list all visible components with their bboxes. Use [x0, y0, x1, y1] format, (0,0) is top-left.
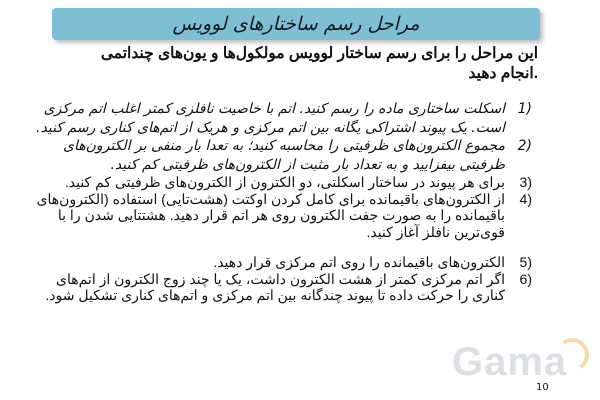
page-number: 10 [536, 382, 549, 393]
list-item [20, 174, 560, 191]
item-number: 6) [519, 270, 532, 287]
list-item [20, 254, 560, 271]
list-item [20, 271, 560, 304]
item-text: اگر اتم مرکزی کمتر از هشت الکترون داشت، یک یا چند زوج الکترون از اتم‌های کناری را حرکت داده تا پیوند چندگانه بین اتم مرکزی و اتم‌های کناری تشکیل شود. [45, 270, 505, 303]
list-item [20, 191, 560, 241]
item-number: 1) [517, 101, 532, 117]
item-text: مجموع الکترون‌های ظرفیتی را محاسبه کنید؛ به تعدا بار منفی بر الکترون‌های ظرفیتی بیفزایید و به تعداد بار مثبت از الکترون‌های ظرفیتی کم کنید. [63, 138, 505, 173]
list-spacer [20, 240, 560, 254]
item-number: 4) [519, 190, 532, 207]
slide-title: مراحل رسم ساختارهای لوویس [172, 13, 420, 35]
item-text: برای هر پیوند در ساختار اسکلتی، دو الکترون از الکترون‌های ظرفیتی کم کنید. [64, 174, 505, 190]
slide-title-bar [52, 8, 540, 40]
item-number: 2) [517, 138, 532, 154]
list-item [20, 137, 560, 174]
intro-text [78, 44, 538, 84]
watermark-logo: Gama [452, 340, 568, 384]
steps-list [20, 100, 560, 304]
intro-line-2: .انجام دهید [468, 65, 538, 82]
list-item [20, 100, 560, 137]
item-text: اسکلت ساختاری ماده را رسم کنید. اتم با خاصیت نافلزی کمتر اغلب اتم مرکزی است. یک پیوند اشتراکی یگانه بین اتم مرکزی و هریک از اتم‌های کناری رسم کنید. [36, 101, 505, 136]
item-number: 3) [519, 174, 532, 190]
item-number: 5) [519, 254, 532, 270]
item-text: از الکترون‌های باقیمانده برای کامل کردن اوکتت (هشت‌تایی) استفاده (الکترون‌های باقیمانده را به صورت جفت الکترون روی هر اتم قرار دهید. هشتتایی شدن را با قوی‌ترین نافلز آغاز کنید. [36, 190, 505, 240]
item-text: الکترون‌های باقیمانده را روی اتم مرکزی قرار دهید. [213, 254, 505, 270]
intro-line-1: این مراحل را برای رسم ساختار لوویس مولکول‌ها و یون‌های چنداتمی [100, 45, 538, 62]
